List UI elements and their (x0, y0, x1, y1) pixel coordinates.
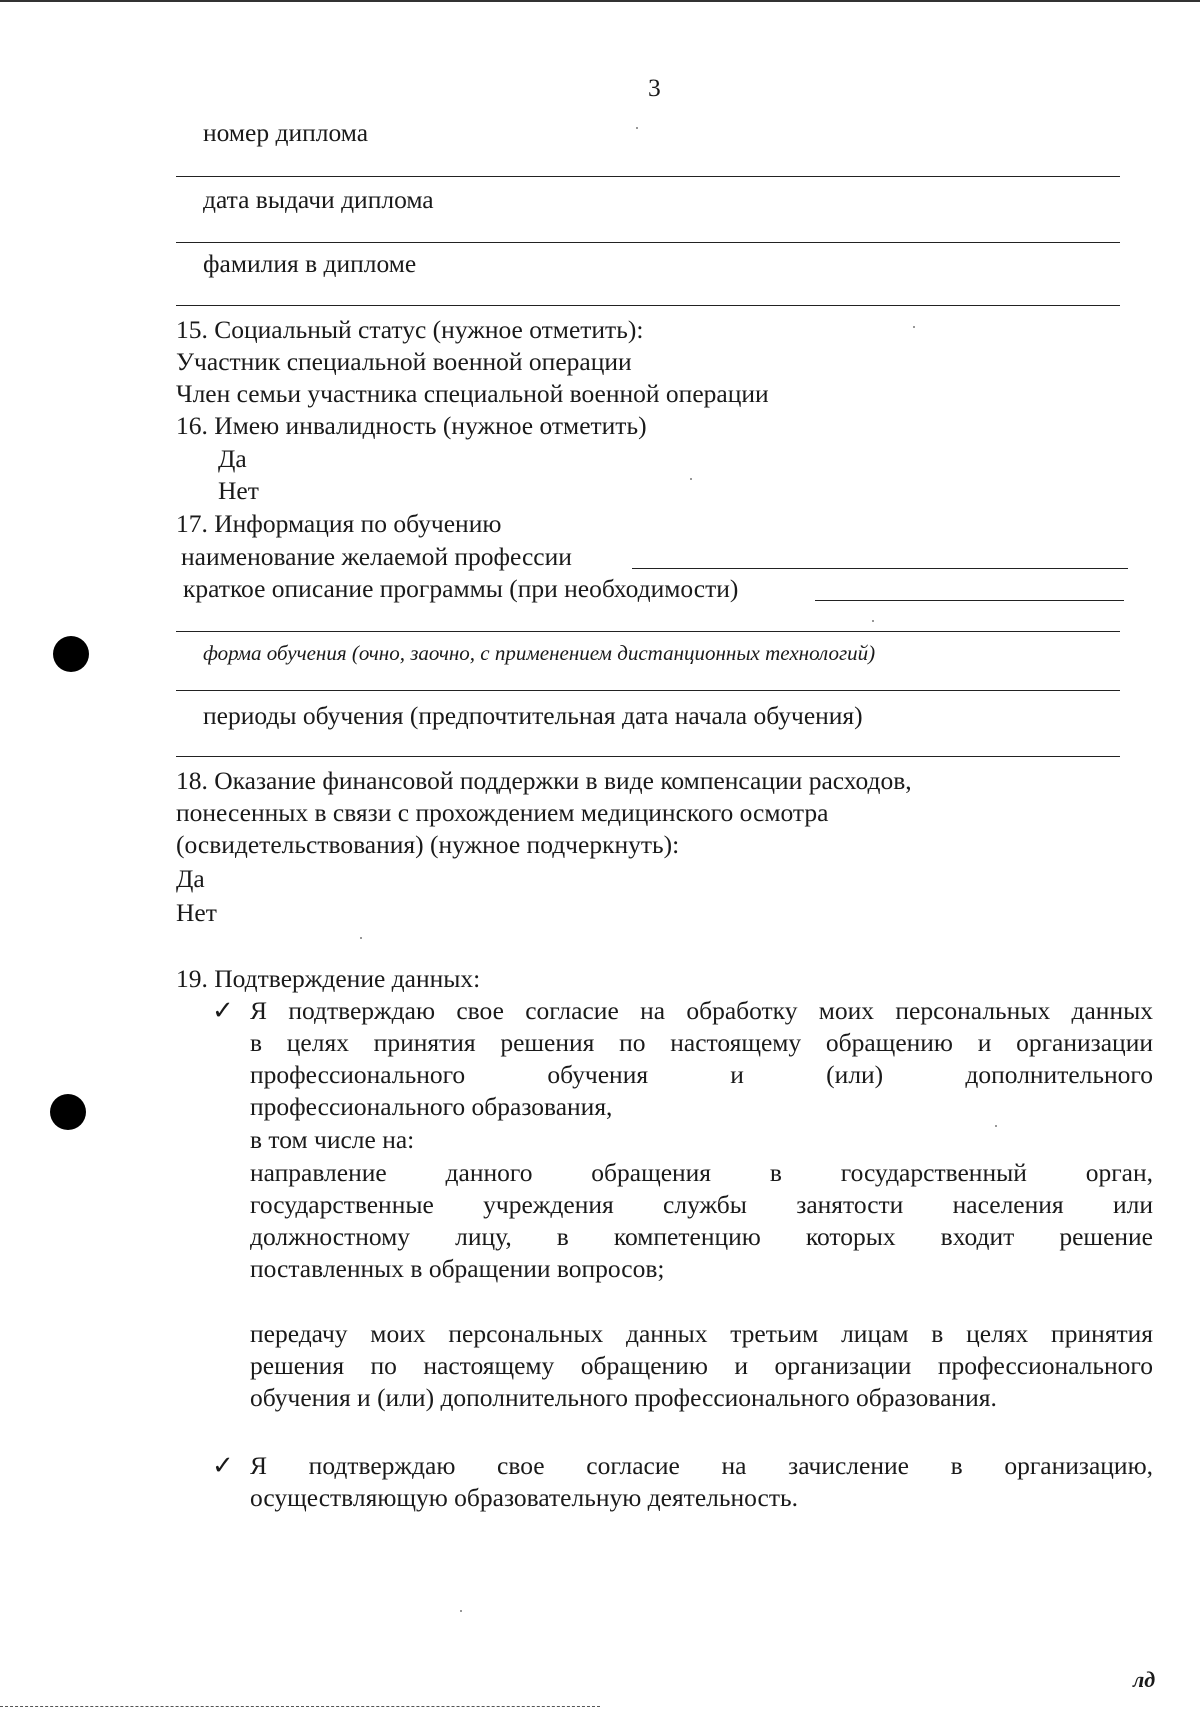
diploma-date-field[interactable] (176, 242, 1120, 243)
direction-line-2: государственные учреждения службы занятости населения или (250, 1190, 1153, 1219)
consent1-line-5: в том числе на: (250, 1125, 415, 1154)
program-label: краткое описание программы (при необходимости) (183, 574, 739, 603)
transfer-line-2: решения по настоящему обращению и организации профессионального (250, 1351, 1153, 1380)
program-field-line2[interactable] (176, 631, 1120, 632)
direction-line-1: направление данного обращения в государственный орган, (250, 1158, 1153, 1187)
diploma-date-label: дата выдачи диплома (203, 185, 434, 214)
consent1-line-3: профессионального обучения и (или) дополнительного (250, 1060, 1153, 1089)
scan-speck (995, 1125, 997, 1127)
study-periods-label: периоды обучения (предпочтительная дата начала обучения) (203, 701, 863, 730)
checkmark-icon[interactable]: ✓ (212, 996, 234, 1026)
item18-option-no[interactable]: Нет (176, 898, 217, 927)
study-periods-field[interactable] (176, 756, 1120, 757)
program-field[interactable] (815, 600, 1124, 601)
scan-speck (460, 1610, 462, 1612)
item18-line-1: 18. Оказание финансовой поддержки в виде компенсации расходов, (176, 766, 912, 795)
scan-top-edge (0, 0, 1200, 2)
scan-speck (360, 937, 362, 939)
scan-speck (690, 478, 692, 480)
diploma-surname-label: фамилия в дипломе (203, 249, 417, 278)
item15-option-svo-participant[interactable]: Участник специальной военной операции (176, 347, 632, 376)
transfer-line-3: обучения и (или) дополнительного профессионального образования. (250, 1383, 997, 1412)
item18-option-yes[interactable]: Да (176, 864, 205, 893)
consent2-line-1: Я подтверждаю свое согласие на зачисление в организацию, (250, 1451, 1153, 1480)
item17-title: 17. Информация по обучению (176, 509, 502, 538)
diploma-number-field[interactable] (176, 176, 1120, 177)
consent1-line-1: Я подтверждаю свое согласие на обработку моих персональных данных (250, 996, 1153, 1025)
item16-option-no[interactable]: Нет (218, 476, 259, 505)
profession-field[interactable] (632, 568, 1128, 569)
scan-speck (636, 127, 638, 129)
item15-title: 15. Социальный статус (нужное отметить): (176, 315, 644, 344)
scan-bottom-edge (0, 1706, 600, 1707)
consent1-line-4: профессионального образования, (250, 1092, 613, 1121)
item19-title: 19. Подтверждение данных: (176, 964, 481, 993)
transfer-line-1: передачу моих персональных данных третьим лицам в целях принятия (250, 1319, 1153, 1348)
direction-line-4: поставленных в обращении вопросов; (250, 1254, 665, 1283)
punch-hole-top (53, 636, 89, 672)
punch-hole-bottom (50, 1094, 86, 1130)
item15-option-svo-family[interactable]: Член семьи участника специальной военной операции (176, 379, 769, 408)
diploma-surname-field[interactable] (176, 305, 1120, 306)
page-initials: лд (1133, 1667, 1156, 1692)
profession-label: наименование желаемой профессии (181, 542, 572, 571)
study-form-field[interactable] (176, 690, 1120, 691)
item16-title: 16. Имею инвалидность (нужное отметить) (176, 411, 647, 440)
consent1-line-2: в целях принятия решения по настоящему обращению и организации (250, 1028, 1153, 1057)
scan-speck (913, 326, 915, 328)
study-form-label: форма обучения (очно, заочно, с применением дистанционных технологий) (203, 641, 876, 665)
checkmark-icon[interactable]: ✓ (212, 1451, 234, 1481)
page-number: 3 (648, 73, 661, 102)
diploma-number-label: номер диплома (203, 118, 369, 147)
consent2-line-2: осуществляющую образовательную деятельность. (250, 1483, 798, 1512)
scan-speck (872, 620, 874, 622)
item18-line-2: понесенных в связи с прохождением медицинского осмотра (176, 798, 829, 827)
item16-option-yes[interactable]: Да (218, 444, 247, 473)
direction-line-3: должностному лицу, в компетенцию которых входит решение (250, 1222, 1153, 1251)
item18-line-3: (освидетельствования) (нужное подчеркнуть): (176, 830, 680, 859)
